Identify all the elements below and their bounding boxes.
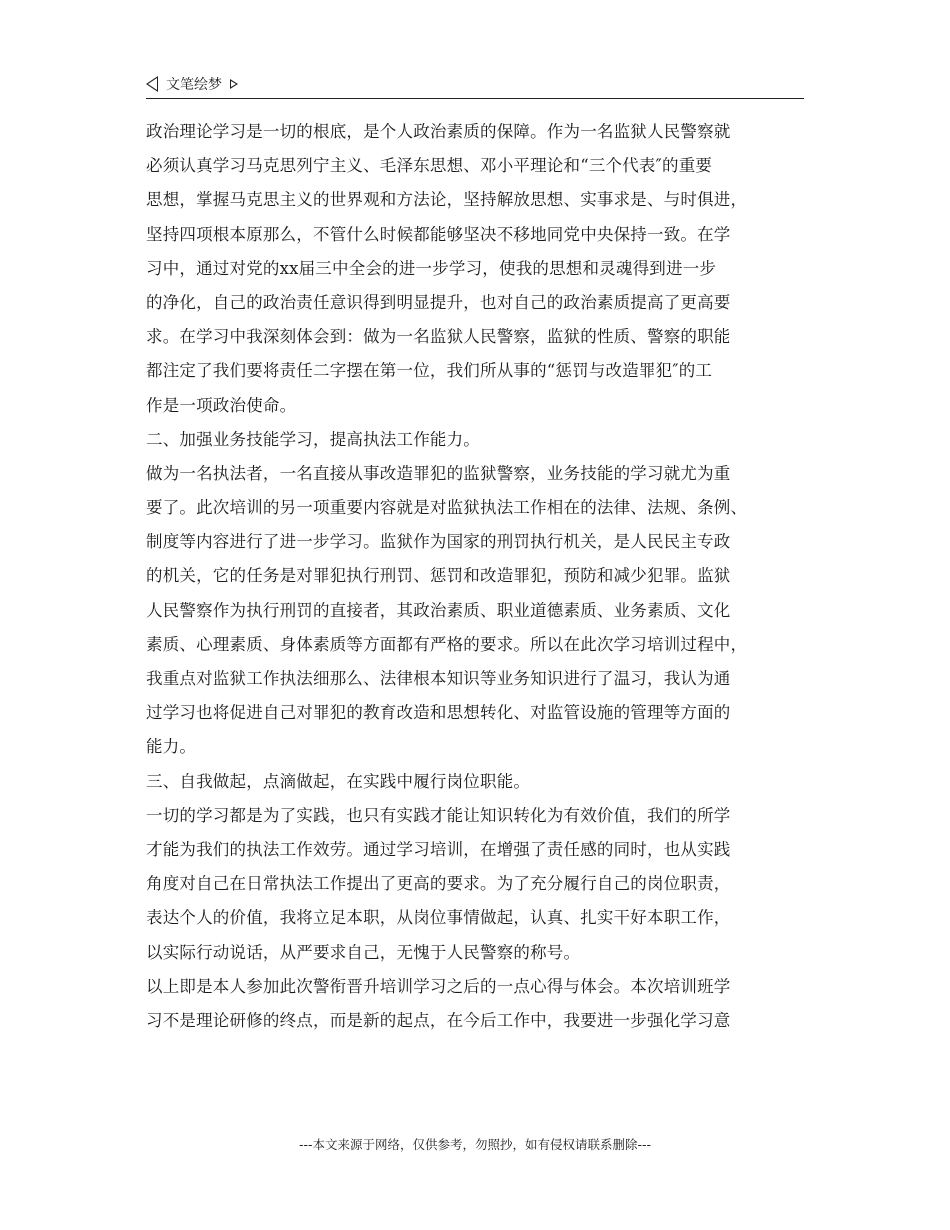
text-line: 素质、心理素质、身体素质等方面都有严格的要求。所以在此次学习培训过程中， <box>146 634 748 654</box>
left-triangle-icon <box>146 76 158 92</box>
text-line: 才能为我们的执法工作效劳。通过学习培训，在增强了责任感的同时，也从实践 <box>146 839 731 859</box>
page-footer: ---本文来源于网络，仅供参考，勿照抄，如有侵权请联系删除--- <box>298 1137 652 1152</box>
text-line: 的净化，自己的政治责任意识得到明显提升，也对自己的政治素质提高了更高要 <box>146 292 731 312</box>
text-line: 一切的学习都是为了实践，也只有实践才能让知识转化为有效价值，我们的所学 <box>146 805 731 825</box>
text-line: 以上即是本人参加此次警衔晋升培训学习之后的一点心得与体会。本次培训班学 <box>146 976 731 996</box>
page-header <box>146 70 804 99</box>
text-line: 习中，通过对党的xx届三中全会的进一步学习，使我的思想和灵魂得到进一步 <box>146 258 717 278</box>
text-line: 角度对自己在日常执法工作提出了更高的要求。为了充分履行自己的岗位职责， <box>146 874 731 894</box>
text-line: 能力。 <box>146 737 197 757</box>
text-line: 政治理论学习是一切的根底，是个人政治素质的保障。作为一名监狱人民警察就 <box>146 122 731 141</box>
text-line: 都注定了我们要将责任二字摆在第一位，我们所从事的“惩罚与改造罪犯″的工 <box>146 361 713 381</box>
text-line: 习不是理论研修的终点，而是新的起点，在今后工作中，我要进一步强化学习意 <box>146 1010 731 1030</box>
text-line: 求。在学习中我深刻体会到：做为一名监狱人民警察，监狱的性质、警察的职能 <box>146 327 731 347</box>
text-line: 表达个人的价值，我将立足本职，从岗位事情做起，认真、扎实干好本职工作， <box>146 908 731 928</box>
text-line: 必须认真学习马克思列宁主义、毛泽东思想、邓小平理论和“三个代表″的重要 <box>146 156 713 176</box>
header-title: 文笔绘梦 <box>166 77 222 93</box>
section-heading: 三、自我做起，点滴做起，在实践中履行岗位职能。 <box>146 771 531 791</box>
text-line: 做为一名执法者，一名直接从事改造罪犯的监狱警察，业务技能的学习就尤为重 <box>146 463 731 483</box>
text-line: 我重点对监狱工作执法细那么、法律根本知识等业务知识进行了温习，我认为通 <box>146 669 731 688</box>
text-line: 以实际行动说话，从严要求自己，无愧于人民警察的称号。 <box>146 942 581 962</box>
text-line: 要了。此次培训的另一项重要内容就是对监狱执法工作相在的法律、法规、条例、 <box>146 498 748 518</box>
text-line: 坚持四项根本原那么，不管什么时候都能够坚决不移地同党中央保持一致。在学 <box>146 224 731 244</box>
text-line: 思想，掌握马克思主义的世界观和方法论，坚持解放思想、实事求是、与时俱进， <box>146 190 748 210</box>
text-line: 的机关，它的任务是对罪犯执行刑罚、惩罚和改造罪犯，预防和减少犯罪。监狱 <box>146 566 731 586</box>
text-line: 人民警察作为执行刑罚的直接者，其政治素质、职业道德素质、业务素质、文化 <box>146 600 731 620</box>
right-triangle-icon <box>230 79 238 89</box>
text-line: 制度等内容进行了进一步学习。监狱作为国家的刑罚执行机关，是人民民主专政 <box>146 532 731 552</box>
section-heading: 二、加强业务技能学习，提高执法工作能力。 <box>146 429 480 449</box>
document-body <box>146 115 808 1038</box>
text-line: 过学习也将促进自己对罪犯的教育改造和思想转化、对监管设施的管理等方面的 <box>146 703 731 723</box>
text-line: 作是一项政治使命。 <box>146 395 297 415</box>
